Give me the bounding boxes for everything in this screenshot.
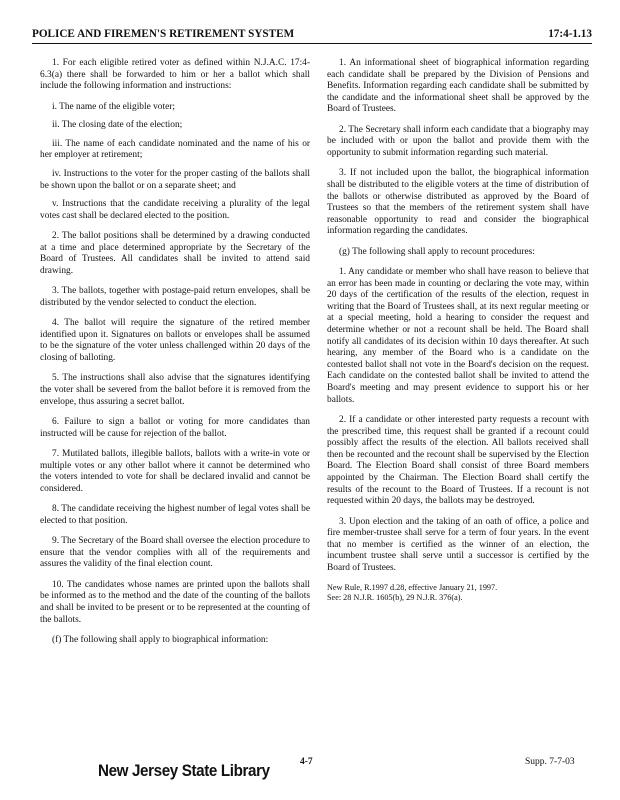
history-note: New Rule, R.1997 d.28, effective January 21, 1997.	[327, 583, 498, 593]
header-title: POLICE AND FIREMEN'S RETIREMENT SYSTEM	[32, 28, 295, 40]
paragraph: 4. The ballot will require the signature of the retired member identified upon it. Signatures on ballots or envelopes shall be assumed to be the signature of the voter unless challenged within 20 days of the closing of balloting.	[40, 318, 310, 364]
paragraph: 10. The candidates whose names are printed upon the ballots shall be informed as to the method and the date of the counting of the ballots and shall be invited to be present or to be represented at the counting of the ballots.	[40, 579, 310, 625]
paragraph: 3. Upon election and the taking of an oath of office, a police and fire member-trustee shall serve for a term of four years. In the event that no member is certified as the winner of an election, the incumbent trustee shall serve until a successor is certified by the Board of Trustees.	[327, 516, 589, 573]
paragraph: 2. The ballot positions shall be determined by a drawing conducted at a time and place determined appropriate by the Secretary of the Board of Trustees. All candidates shall be invited to attend said drawing.	[40, 231, 310, 276]
left-column	[40, 58, 310, 655]
paragraph: 8. The candidate receiving the highest number of legal votes shall be elected to that position.	[40, 504, 310, 526]
list-item: iv. Instructions to the voter for the proper casting of the ballots shall be shown upon the ballot or on a separate sheet; and	[40, 168, 310, 191]
paragraph: 2. If a candidate or other interested party requests a recount with the prescribed time, this request shall be granted if a recount could possibly affect the results of the election. All ballots received shall then be recounted and the recount shall be supervised by the Election Board. The Election Board shall consist of three Board members appointed by the Chairman. The Election Board shall certify the results of the recount to the Board of Trustees. If a recount is not requested within 20 days, the ballots may be destroyed.	[327, 415, 589, 507]
paragraph: 1. For each eligible retired voter as defined within N.J.A.C. 17:4-6.3(a) there shall be forwarded to him or her a ballot which shall include the following information and instructions:	[40, 58, 310, 92]
paragraph: 5. The instructions shall also advise that the signatures identifying the voter shall be severed from the ballot before it is removed from the envelope, thus assuring a secret ballot.	[40, 373, 310, 407]
list-item: v. Instructions that the candidate receiving a plurality of the legal votes cast shall be declared elected to the position.	[40, 199, 310, 221]
paragraph: 6. Failure to sign a ballot or voting for more candidates than instructed will be cause for rejection of the ballot.	[40, 417, 310, 439]
header-section-number: 17:4-1.13	[548, 28, 592, 40]
list-item: ii. The closing date of the election;	[52, 120, 183, 131]
paragraph: 1. An informational sheet of biographical information regarding each candidate shall be prepared by the Division of Pensions and Benefits. Information regarding each candidate shall be submitted by the candidate and the informational sheet shall be approved by the Board of Trustees.	[327, 58, 589, 115]
running-header	[32, 27, 592, 44]
paragraph: 3. The ballots, together with postage-paid return envelopes, shall be distributed by the vendor selected to conduct the election.	[40, 286, 310, 308]
list-item: i. The name of the eligible voter;	[52, 101, 175, 112]
paragraph: 9. The Secretary of the Board shall oversee the election procedure to ensure that the vendor complies with all of the requirements and assures the validity of the final election count.	[40, 536, 310, 570]
history-note-citation: See: 28 N.J.R. 1605(b), 29 N.J.R. 376(a).	[327, 593, 463, 603]
paragraph: 1. Any candidate or member who shall have reason to believe that an error has been made in counting or declaring the vote may, within 20 days of the certification of the results of the election, request in writing that the Board of Trustees shall, at its next regular meeting or at a special meeting, hold a hearing to consider the request and determine whether or not a recount shall be held. The Board shall notify all candidates of its decision within 10 days thereafter. At such hearing, any member of the Board who is a candidate on the contested ballot shall not vote in the Board's decision on the request. Each candidate on the contested ballot shall be invited to attend the Board's meeting and may present evidence to support his or her ballots.	[327, 267, 589, 405]
subsection-heading: (g) The following shall apply to recount procedures:	[339, 246, 535, 257]
supplement-date: Supp. 7-7-03	[525, 757, 575, 767]
paragraph: 7. Mutilated ballots, illegible ballots, ballots with a write-in vote or multiple votes or any other ballot where it cannot be determined who the voters intended to vote for shall be declared invalid and cannot be considered.	[40, 449, 310, 494]
right-column	[327, 58, 589, 603]
list-item: iii. The name of each candidate nominated and the name of his or her employer at retirement;	[40, 138, 310, 161]
page-number: 4-7	[300, 757, 313, 767]
subsection-heading: (f) The following shall apply to biographical information:	[52, 634, 269, 645]
paragraph: 3. If not included upon the ballot, the biographical information shall be distributed to the eligible voters at the time of distribution of the ballots or otherwise distributed as approved by the Board of Trustees so that the members of the retirement system shall have reasonable opportunity to read and consider the biographical information regarding the candidates.	[327, 168, 589, 237]
library-stamp: New Jersey State Library	[98, 762, 270, 780]
paragraph: 2. The Secretary shall inform each candidate that a biography may be included with or upon the ballot and provide them with the opportunity to submit information regarding such material.	[327, 124, 589, 158]
